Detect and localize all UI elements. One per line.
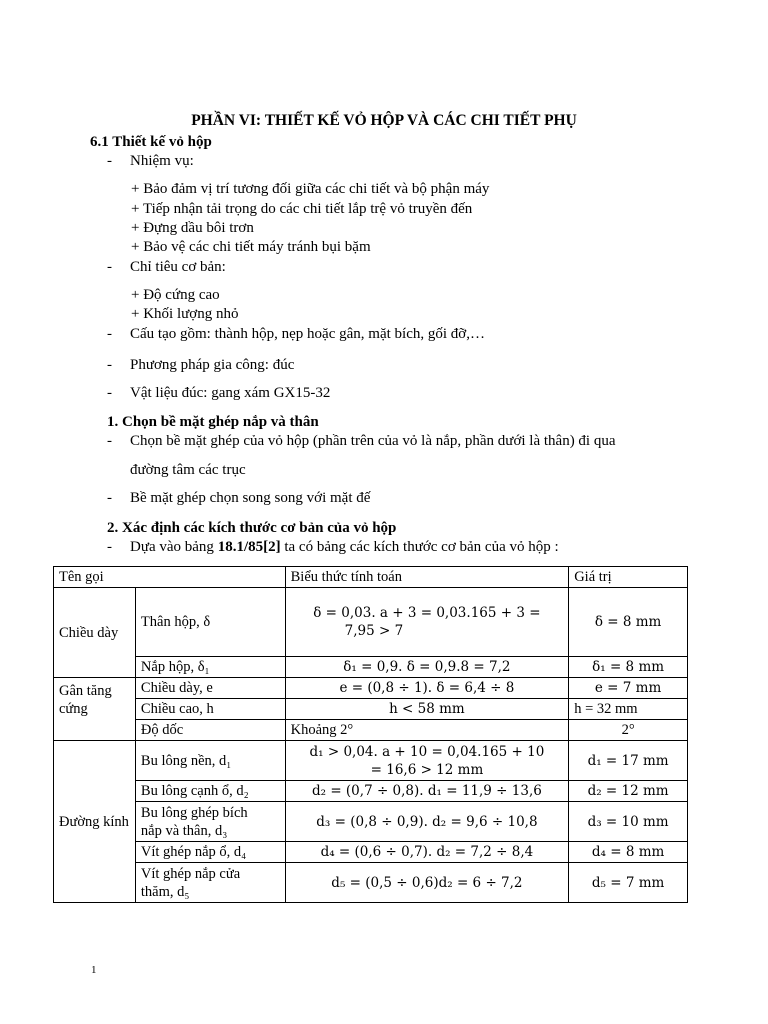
row-name: Vít ghép nắp ổ, d₄: [135, 842, 285, 863]
group-chieu-day: Chiều dày: [54, 588, 136, 678]
dash: -: [107, 490, 112, 506]
dash: -: [107, 433, 112, 449]
phuong-phap-text: Phương pháp gia công: đúc: [130, 357, 295, 373]
header-bieu-thuc: Biểu thức tính toán: [285, 567, 569, 588]
cau-tao-text: Cấu tạo gồm: thành hộp, nẹp hoặc gân, mặt bích, gối đỡ,…: [130, 326, 485, 342]
row-value: e = 7 mm: [569, 678, 688, 699]
list-item: + Đựng dầu bôi trơn: [131, 220, 254, 236]
table-row: [54, 588, 688, 657]
expr-line: δ = 0,03. a + 3 = 0,03.165 + 3 =: [313, 605, 541, 621]
list-item: + Bảo đảm vị trí tương đối giữa các chi tiết và bộ phận máy: [131, 181, 490, 197]
row-name: Bu lông nền, d₁: [135, 741, 285, 781]
intro-reference: 18.1/85[2]: [217, 539, 281, 555]
section-heading-2: 2. Xác định các kích thước cơ bản của vỏ hộp: [107, 520, 397, 536]
section-1-line-1: Chọn bề mặt ghép của vỏ hộp (phần trên của vỏ là nắp, phần dưới là thân) đi qua: [130, 433, 616, 449]
dash: -: [107, 385, 112, 401]
row-value: d₅ = 7 mm: [569, 863, 688, 903]
expr-line: = 16,6 > 12 mm: [370, 761, 484, 778]
row-expression: e = (0,8 ÷ 1). δ = 6,4 ÷ 8: [285, 678, 569, 699]
section-heading-6-1: 6.1 Thiết kế vỏ hộp: [90, 134, 212, 150]
section-1-line-2: đường tâm các trục: [130, 462, 246, 478]
row-expression: δ₁ = 0,9. δ = 0,9.8 = 7,2: [285, 657, 569, 678]
header-ten-goi: Tên gọi: [54, 567, 286, 588]
list-item: + Bảo vệ các chi tiết máy tránh bụi bặm: [131, 239, 371, 255]
row-expression: [285, 588, 569, 657]
row-expression: Khoảng 2°: [285, 720, 569, 741]
row-name-line: nắp và thân, d₃: [140, 822, 228, 839]
row-name: Thân hộp, δ: [135, 588, 285, 657]
list-item: + Khối lượng nhỏ: [131, 306, 239, 322]
row-name: Bu lông cạnh ổ, d₂: [135, 781, 285, 802]
table-row: [54, 657, 688, 678]
list-item: + Độ cứng cao: [131, 287, 220, 303]
row-expression: d₅ = (0,5 ÷ 0,6)d₂ = 6 ÷ 7,2: [285, 863, 569, 903]
row-expression: d₄ = (0,6 ÷ 0,7). d₂ = 7,2 ÷ 8,4: [285, 842, 569, 863]
row-value: d₁ = 17 mm: [569, 741, 688, 781]
intro-text-post: ta có bảng các kích thước cơ bản của vỏ hộp :: [280, 539, 559, 555]
dash: -: [107, 539, 112, 555]
table-row: [54, 842, 688, 863]
row-name-line: thăm, d₅: [140, 883, 190, 900]
expr-line: 7,95 > 7: [344, 623, 404, 639]
table-row: [54, 781, 688, 802]
row-name: [135, 802, 285, 842]
row-name: Chiều dày, e: [135, 678, 285, 699]
table-row: [54, 802, 688, 842]
group-duong-kinh: Đường kính: [54, 741, 136, 903]
row-name-line: Vít ghép nắp cửa: [140, 865, 241, 882]
row-value: δ = 8 mm: [569, 588, 688, 657]
table-row: [54, 741, 688, 781]
expr-line: d₁ > 0,04. a + 10 = 0,04.165 + 10: [309, 743, 545, 760]
page-title: PHẦN VI: THIẾT KẾ VỎ HỘP VÀ CÁC CHI TIẾT PHỤ: [191, 112, 577, 129]
row-name-line: Bu lông ghép bích: [140, 804, 248, 821]
header-gia-tri: Giá trị: [569, 567, 688, 588]
row-value: d₂ = 12 mm: [569, 781, 688, 802]
table-header-row: [54, 567, 688, 588]
row-expression: d₃ = (0,8 ÷ 0,9). d₂ = 9,6 ÷ 10,8: [285, 802, 569, 842]
page-number: 1: [91, 964, 97, 976]
dash: -: [107, 153, 112, 169]
nhiem-vu-label: Nhiệm vụ:: [130, 153, 194, 169]
group-gan-tang-cung: Gân tăng cứng: [54, 678, 136, 741]
dash: -: [107, 357, 112, 373]
section-heading-1: 1. Chọn bề mặt ghép nắp và thân: [107, 414, 319, 430]
dimensions-table: [53, 566, 688, 903]
row-value: δ₁ = 8 mm: [569, 657, 688, 678]
section-2-intro: [130, 539, 559, 556]
dash: -: [107, 259, 112, 275]
list-item: + Tiếp nhận tải trọng do các chi tiết lắp trệ vỏ truyền đến: [131, 201, 473, 217]
row-value: h = 32 mm: [569, 699, 688, 720]
row-value: d₃ = 10 mm: [569, 802, 688, 842]
table-row: [54, 678, 688, 699]
table-row: [54, 699, 688, 720]
row-value: d₄ = 8 mm: [569, 842, 688, 863]
table-row: [54, 863, 688, 903]
row-name: Chiều cao, h: [135, 699, 285, 720]
row-expression: [285, 741, 569, 781]
row-value: 2°: [569, 720, 688, 741]
section-1-line-3: Bề mặt ghép chọn song song với mặt đế: [130, 490, 371, 506]
row-name: [135, 863, 285, 903]
row-name: Độ dốc: [135, 720, 285, 741]
vat-lieu-text: Vật liệu đúc: gang xám GX15-32: [130, 385, 331, 401]
row-expression: h < 58 mm: [285, 699, 569, 720]
intro-text-pre: Dựa vào bảng: [130, 539, 218, 555]
chi-tieu-label: Chỉ tiêu cơ bản:: [130, 259, 226, 275]
row-name: Nắp hộp, δ₁: [135, 657, 285, 678]
dash: -: [107, 326, 112, 342]
row-expression: d₂ = (0,7 ÷ 0,8). d₁ = 11,9 ÷ 13,6: [285, 781, 569, 802]
table-row: [54, 720, 688, 741]
